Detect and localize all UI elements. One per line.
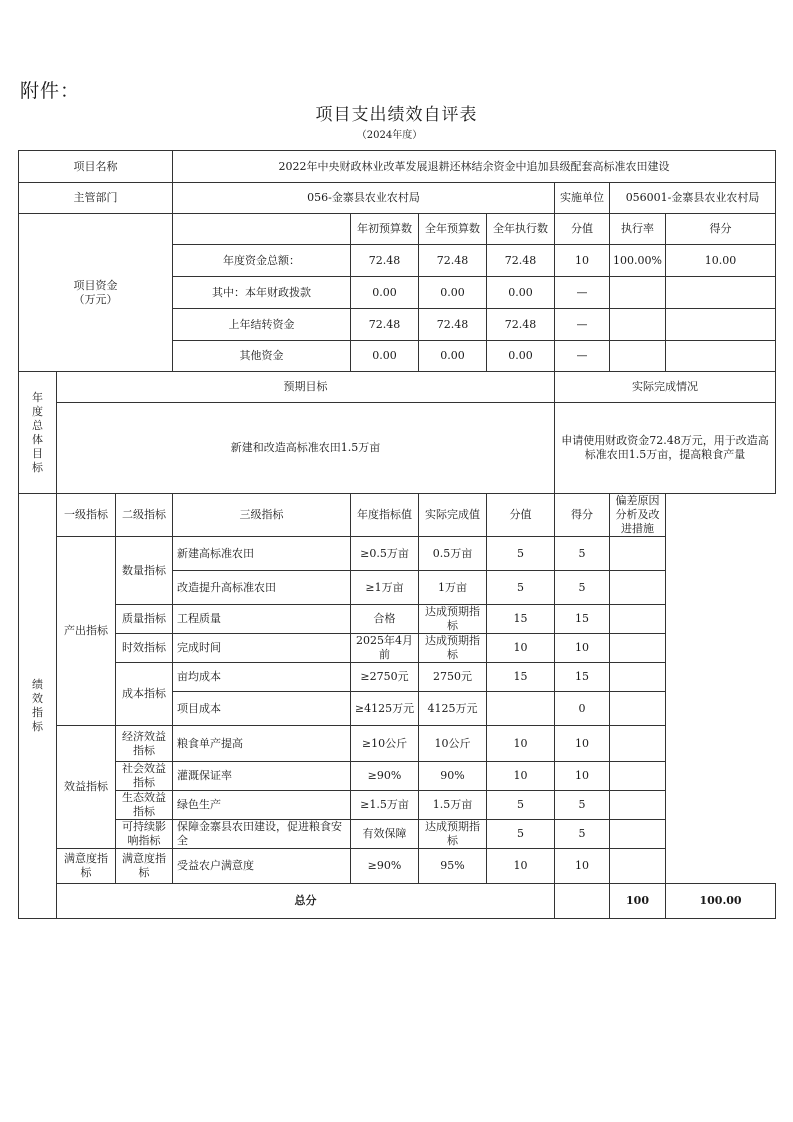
deviation xyxy=(610,820,666,849)
indicator-row xyxy=(19,605,776,634)
level3-item: 改造提升高标准农田 xyxy=(173,571,351,605)
page-title: 项目支出绩效自评表 xyxy=(315,105,478,125)
funds-annual: 0.00 xyxy=(419,341,487,372)
actual-goal-value: 申请使用财政资金72.48万元，用于改造高标准农田1.5万亩，提高粮食产量 xyxy=(555,403,776,494)
funds-score-value: 10 xyxy=(555,245,610,277)
funds-row-label: 其他资金 xyxy=(173,341,351,372)
score: 5 xyxy=(555,537,610,571)
funds-initial: 72.48 xyxy=(351,245,419,277)
funds-header-blank xyxy=(173,214,351,245)
funds-score xyxy=(666,341,776,372)
level3-item: 灌溉保证率 xyxy=(173,762,351,791)
score-value: 10 xyxy=(487,762,555,791)
actual-value: 2750元 xyxy=(419,663,487,692)
funds-section-label xyxy=(19,214,173,372)
level1-output: 产出指标 xyxy=(57,537,116,726)
score-value: 5 xyxy=(487,537,555,571)
level2-satisfaction: 满意度指标 xyxy=(116,849,173,884)
funds-score-value: — xyxy=(555,309,610,341)
level2-economic: 经济效益指标 xyxy=(116,726,173,762)
target-value: 2025年4月前 xyxy=(351,634,419,663)
funds-header-rate: 执行率 xyxy=(610,214,666,245)
impl-unit-value: 056001-金寨县农业农村局 xyxy=(610,183,776,214)
level3-item: 完成时间 xyxy=(173,634,351,663)
level2-sustainable: 可持续影响指标 xyxy=(116,820,173,849)
score: 10 xyxy=(555,726,610,762)
target-value: ≥1.5万亩 xyxy=(351,791,419,820)
funds-row-label: 年度资金总额： xyxy=(173,245,351,277)
total-row xyxy=(19,884,776,919)
funds-header-executed: 全年执行数 xyxy=(487,214,555,245)
funds-annual: 72.48 xyxy=(419,309,487,341)
level3-item: 保障金寨县农田建设，促进粮食安全 xyxy=(173,820,351,849)
department-row xyxy=(19,183,776,214)
deviation xyxy=(610,762,666,791)
project-name-label: 项目名称 xyxy=(19,151,173,183)
level3-item: 受益农户满意度 xyxy=(173,849,351,884)
actual-value: 1万亩 xyxy=(419,571,487,605)
deviation xyxy=(610,726,666,762)
funds-header-score-value: 分值 xyxy=(555,214,610,245)
actual-value: 95% xyxy=(419,849,487,884)
indicators-header-row xyxy=(19,494,776,537)
deviation xyxy=(610,634,666,663)
header-score: 得分 xyxy=(555,494,610,537)
funds-row-label: 上年结转资金 xyxy=(173,309,351,341)
level1-benefit: 效益指标 xyxy=(57,726,116,849)
deviation xyxy=(610,605,666,634)
dept-value: 056-金寨县农业农村局 xyxy=(173,183,555,214)
target-value: ≥1万亩 xyxy=(351,571,419,605)
funds-score: 10.00 xyxy=(666,245,776,277)
funds-executed: 0.00 xyxy=(487,341,555,372)
project-name-value: 2022年中央财政林业改革发展退耕还林结余资金中追加县级配套高标准农田建设 xyxy=(173,151,776,183)
indicator-row xyxy=(19,791,776,820)
level2-cost: 成本指标 xyxy=(116,663,173,726)
level1-satisfaction: 满意度指标 xyxy=(57,849,116,884)
target-value: 合格 xyxy=(351,605,419,634)
actual-value: 90% xyxy=(419,762,487,791)
target-value: ≥90% xyxy=(351,849,419,884)
score-value: 10 xyxy=(487,726,555,762)
deviation xyxy=(610,571,666,605)
level3-item: 绿色生产 xyxy=(173,791,351,820)
dept-label: 主管部门 xyxy=(19,183,173,214)
score: 15 xyxy=(555,663,610,692)
level3-item: 亩均成本 xyxy=(173,663,351,692)
level3-item: 项目成本 xyxy=(173,692,351,726)
funds-initial: 0.00 xyxy=(351,277,419,309)
actual-goal-header: 实际完成情况 xyxy=(555,372,776,403)
level2-quality: 质量指标 xyxy=(116,605,173,634)
score: 10 xyxy=(555,762,610,791)
funds-initial: 72.48 xyxy=(351,309,419,341)
header-level2: 二级指标 xyxy=(116,494,173,537)
funds-header-score: 得分 xyxy=(666,214,776,245)
total-score-value: 100 xyxy=(610,884,666,919)
header-score-value: 分值 xyxy=(487,494,555,537)
funds-annual: 72.48 xyxy=(419,245,487,277)
target-value: ≥4125万元 xyxy=(351,692,419,726)
score: 10 xyxy=(555,849,610,884)
indicators-label: 绩效指标 xyxy=(32,678,43,733)
funds-header-annual: 全年预算数 xyxy=(419,214,487,245)
indicator-row xyxy=(19,820,776,849)
page-subtitle xyxy=(0,126,793,141)
level3-item: 工程质量 xyxy=(173,605,351,634)
deviation xyxy=(610,791,666,820)
score: 0 xyxy=(555,692,610,726)
expected-goal-header: 预期目标 xyxy=(57,372,555,403)
score-value: 5 xyxy=(487,820,555,849)
impl-unit-label: 实施单位 xyxy=(555,183,610,214)
target-value: ≥0.5万亩 xyxy=(351,537,419,571)
funds-annual: 0.00 xyxy=(419,277,487,309)
score-value: 5 xyxy=(487,791,555,820)
indicator-row xyxy=(19,726,776,762)
expected-goal-value: 新建和改造高标准农田1.5万亩 xyxy=(57,403,555,494)
actual-value: 0.5万亩 xyxy=(419,537,487,571)
actual-value: 4125万元 xyxy=(419,692,487,726)
funds-initial: 0.00 xyxy=(351,341,419,372)
goals-header-row xyxy=(19,372,776,403)
score-value: 15 xyxy=(487,605,555,634)
target-value: ≥10公斤 xyxy=(351,726,419,762)
total-actual xyxy=(555,884,610,919)
level2-ecological: 生态效益指标 xyxy=(116,791,173,820)
actual-value: 达成预期指标 xyxy=(419,634,487,663)
goals-section-label xyxy=(19,372,57,494)
fiscal-year: （2024年度） xyxy=(356,130,423,141)
target-value: ≥90% xyxy=(351,762,419,791)
level2-social: 社会效益指标 xyxy=(116,762,173,791)
funds-executed: 0.00 xyxy=(487,277,555,309)
score-value xyxy=(487,692,555,726)
attachment-label: 附件： xyxy=(20,80,81,102)
goals-label: 年度总体目标 xyxy=(32,390,43,474)
funds-rate xyxy=(610,277,666,309)
header-deviation: 偏差原因分析及改进措施 xyxy=(610,494,666,537)
indicator-row xyxy=(19,849,776,884)
score-value: 10 xyxy=(487,634,555,663)
actual-value: 达成预期指标 xyxy=(419,820,487,849)
deviation xyxy=(610,663,666,692)
indicator-row xyxy=(19,762,776,791)
indicators-section-label xyxy=(19,494,57,919)
funds-unit: （万元） xyxy=(73,292,118,306)
total-score: 100.00 xyxy=(666,884,776,919)
funds-row-label: 其中：本年财政拨款 xyxy=(173,277,351,309)
level3-item: 新建高标准农田 xyxy=(173,537,351,571)
header-level1: 一级指标 xyxy=(57,494,116,537)
total-label: 总分 xyxy=(57,884,555,919)
header-actual: 实际完成值 xyxy=(419,494,487,537)
actual-value: 达成预期指标 xyxy=(419,605,487,634)
level2-quantity: 数量指标 xyxy=(116,537,173,605)
deviation xyxy=(610,692,666,726)
funds-rate xyxy=(610,309,666,341)
funds-header-row xyxy=(19,214,776,245)
actual-value: 10公斤 xyxy=(419,726,487,762)
score: 5 xyxy=(555,820,610,849)
deviation xyxy=(610,537,666,571)
indicator-row xyxy=(19,634,776,663)
funds-rate: 100.00% xyxy=(610,245,666,277)
score-value: 15 xyxy=(487,663,555,692)
funds-score xyxy=(666,277,776,309)
score: 5 xyxy=(555,571,610,605)
funds-executed: 72.48 xyxy=(487,245,555,277)
project-name-row xyxy=(19,151,776,183)
score: 15 xyxy=(555,605,610,634)
level3-item: 粮食单产提高 xyxy=(173,726,351,762)
deviation xyxy=(610,849,666,884)
indicator-row xyxy=(19,537,776,571)
target-value: ≥2750元 xyxy=(351,663,419,692)
score-value: 10 xyxy=(487,849,555,884)
target-value: 有效保障 xyxy=(351,820,419,849)
funds-score-value: — xyxy=(555,341,610,372)
goals-row xyxy=(19,403,776,494)
score: 5 xyxy=(555,791,610,820)
funds-score-value: — xyxy=(555,277,610,309)
funds-executed: 72.48 xyxy=(487,309,555,341)
header-level3: 三级指标 xyxy=(173,494,351,537)
funds-label: 项目资金 xyxy=(73,278,118,292)
evaluation-table xyxy=(18,150,776,919)
actual-value: 1.5万亩 xyxy=(419,791,487,820)
header-target: 年度指标值 xyxy=(351,494,419,537)
funds-header-initial: 年初预算数 xyxy=(351,214,419,245)
level2-timeliness: 时效指标 xyxy=(116,634,173,663)
score: 10 xyxy=(555,634,610,663)
indicator-row xyxy=(19,663,776,692)
funds-score xyxy=(666,309,776,341)
funds-rate xyxy=(610,341,666,372)
score-value: 5 xyxy=(487,571,555,605)
